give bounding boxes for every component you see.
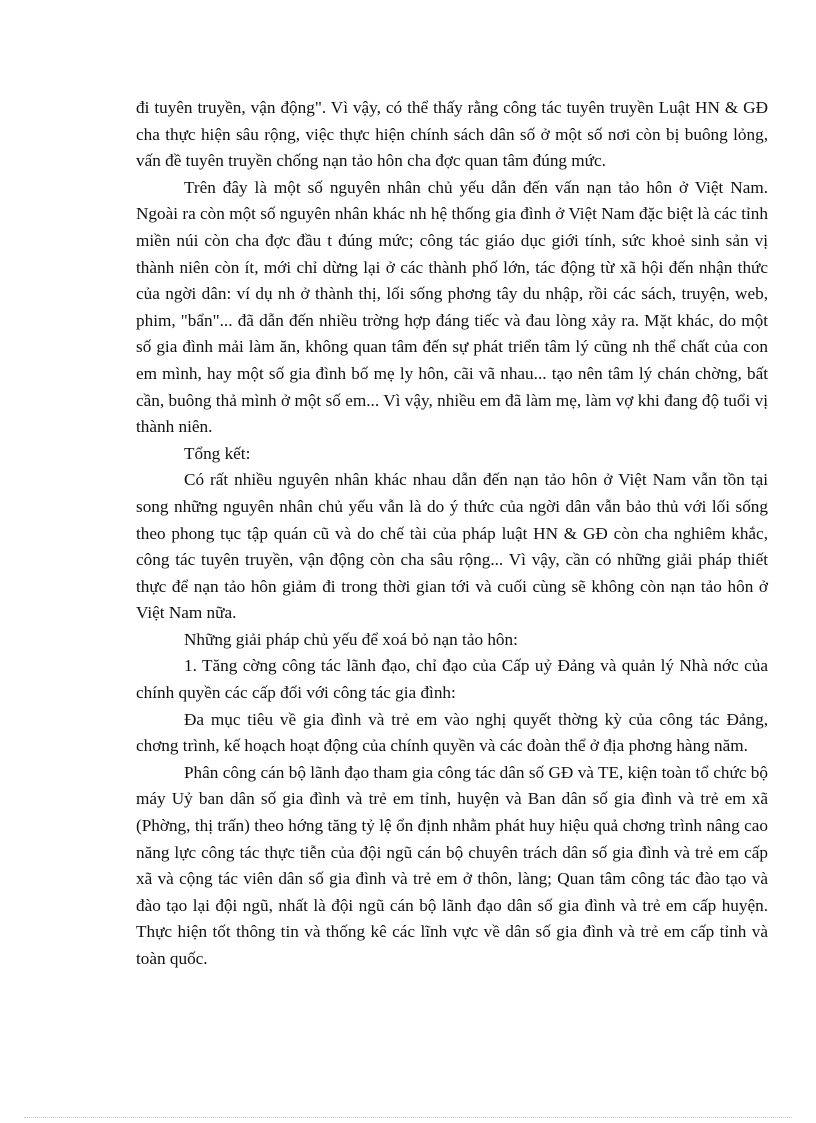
paragraph-7: Đa mục tiêu về gia đình và trẻ em vào nghị quyết thờng kỳ của công tác Đảng, chơng trình, kế hoạch hoạt động của chính quyền và các đoàn thể ở địa phơng hàng năm. xyxy=(136,709,768,756)
paragraph-solutions-heading: Những giải pháp chủ yếu để xoá bỏ nạn tảo hôn: xyxy=(184,629,518,649)
paragraph-summary-heading: Tổng kết: xyxy=(184,443,251,463)
paragraph-solution-1: 1. Tăng cờng công tác lãnh đạo, chỉ đạo của Cấp uỷ Đảng và quản lý Nhà nớc của chính quyền các cấp đối với công tác gia đình: xyxy=(136,656,768,703)
page-footer-divider xyxy=(24,1117,792,1118)
paragraph-1: đi tuyên truyền, vận động". Vì vậy, có thể thấy rằng công tác tuyên truyền Luật HN & GĐ cha thực hiện sâu rộng, việc thực hiện chính sách dân số ở một số nơi còn bị buông lỏng, vấn đề tuyên truyền chống nạn tảo hôn cha đợc quan tâm đúng mức. xyxy=(136,98,768,171)
paragraph-4: Có rất nhiều nguyên nhân khác nhau dẫn đến nạn tảo hôn ở Việt Nam vẫn tồn tại song những nguyên nhân chủ yếu vẫn là do ý thức của ngời dân vẫn bảo thủ với lối sống theo phong tục tập quán cũ và do chế tài của pháp luật HN & GĐ còn cha nghiêm khắc, công tác tuyên truyền, vận động còn cha sâu rộng... Vì vậy, cần có những giải pháp thiết thực để nạn tảo hôn giảm đi trong thời gian tới và cuối cùng sẽ không còn nạn tảo hôn ở Việt Nam nữa. xyxy=(136,470,768,623)
paragraph-8: Phân công cán bộ lãnh đạo tham gia công tác dân số GĐ và TE, kiện toàn tổ chức bộ máy Uỷ ban dân số gia đình và trẻ em tỉnh, huyện và Ban dân số gia đình và trẻ em xã (Phờng, thị trấn) theo hớng tăng tỷ lệ ổn định nhằm phát huy hiệu quả chơng trình nâng cao năng lực công tác thực tiễn của đội ngũ cán bộ chuyên trách dân số gia đình và trẻ em cấp xã và cộng tác viên dân số gia đình và trẻ em ở thôn, làng; Quan tâm công tác đào tạo và đào tạo lại đội ngũ, nhất là đội ngũ cán bộ lãnh đạo dân số gia đình và trẻ em cấp huyện. Thực hiện tốt thông tin và thống kê các lĩnh vực về dân số gia đình và trẻ em cấp tỉnh và toàn quốc. xyxy=(136,762,768,968)
document-page xyxy=(136,95,768,973)
paragraph-2: Trên đây là một số nguyên nhân chủ yếu dẫn đến vấn nạn tảo hôn ở Việt Nam. Ngoài ra còn một số nguyên nhân khác nh hệ thống gia đình ở Việt Nam đặc biệt là các tỉnh miền núi còn cha đợc đầu t đúng mức; công tác giáo dục giới tính, sức khoẻ sinh sản vị thành niên còn ít, mới chỉ dừng lại ở các thành phố lớn, tác động từ xã hội đến nhận thức của ngời dân: ví dụ nh ở thành thị, lối sống phơng tây du nhập, rồi các sách, truyện, web, phim, "bẩn"... đã dẫn đến nhiều trờng hợp đáng tiếc và đau lòng xảy ra. Mặt khác, do một số gia đình mải làm ăn, không quan tâm đến sự phát triển tâm lý cũng nh thể chất của con em mình, hay một số gia đình bố mẹ ly hôn, cãi vã nhau... tạo nên tâm lý chán chờng, bất cần, buông thả mình ở một số em... Vì vậy, nhiều em đã làm mẹ, làm vợ khi đang độ tuổi vị thành niên. xyxy=(136,177,768,437)
